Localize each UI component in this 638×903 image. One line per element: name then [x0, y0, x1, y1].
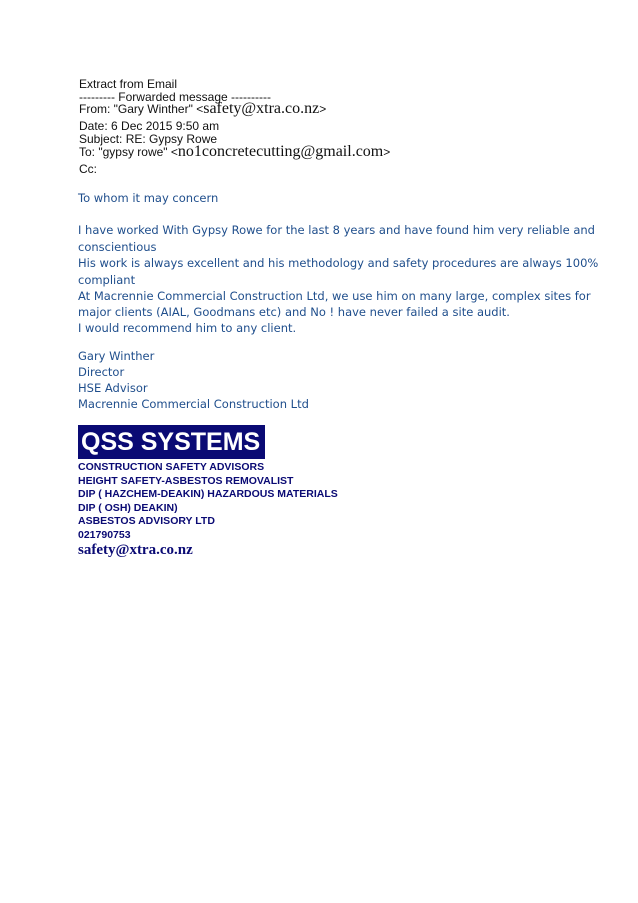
company-phone: 021790753: [78, 529, 131, 541]
company-line: CONSTRUCTION SAFETY ADVISORS: [78, 461, 265, 473]
to-email: no1concretecutting@gmail.com: [177, 143, 384, 160]
company-line: ASBESTOS ADVISORY LTD: [78, 515, 215, 527]
letter-line: major clients (AIAL, Goodmans etc) and No ! have never failed a site audit.: [78, 305, 510, 319]
company-banner: QSS SYSTEMS: [78, 425, 265, 459]
signature-role: HSE Advisor: [78, 381, 148, 395]
cc-line: Cc:: [79, 162, 97, 176]
from-line: [79, 102, 326, 116]
from-prefix: From: "Gary Winther" <: [79, 102, 204, 116]
letter-line: I would recommend him to any client.: [78, 321, 297, 335]
to-line: [79, 145, 390, 159]
extract-label: Extract from Email: [79, 77, 178, 91]
from-email: safety@xtra.co.nz: [203, 100, 320, 117]
signature-name: Gary Winther: [78, 349, 155, 363]
salutation: To whom it may concern: [78, 191, 219, 205]
company-line: HEIGHT SAFETY-ASBESTOS REMOVALIST: [78, 475, 294, 487]
from-suffix: >: [319, 102, 327, 116]
signature-company: Macrennie Commercial Construction Ltd: [78, 397, 309, 411]
date-line: Date: 6 Dec 2015 9:50 am: [79, 119, 220, 133]
letter-line: conscientious: [78, 240, 157, 254]
letter-line: At Macrennie Commercial Construction Ltd, we use him on many large, complex sites for: [78, 289, 591, 303]
company-email: safety@xtra.co.nz: [78, 542, 193, 558]
subject-line: Subject: RE: Gypsy Rowe: [79, 132, 218, 146]
to-suffix: >: [383, 145, 391, 159]
to-prefix: To: "gypsy rowe" <: [79, 145, 178, 159]
letter-line: I have worked With Gypsy Rowe for the last 8 years and have found him very reliable and: [78, 223, 595, 237]
signature-title: Director: [78, 365, 125, 379]
company-line: DIP ( HAZCHEM-DEAKIN) HAZARDOUS MATERIALS: [78, 488, 338, 500]
letter-line: compliant: [78, 273, 136, 287]
letter-line: His work is always excellent and his methodology and safety procedures are always 100%: [78, 256, 599, 270]
company-line: DIP ( OSH) DEAKIN): [78, 502, 178, 514]
forwarded-line: --------- Forwarded message ----------: [79, 90, 271, 104]
